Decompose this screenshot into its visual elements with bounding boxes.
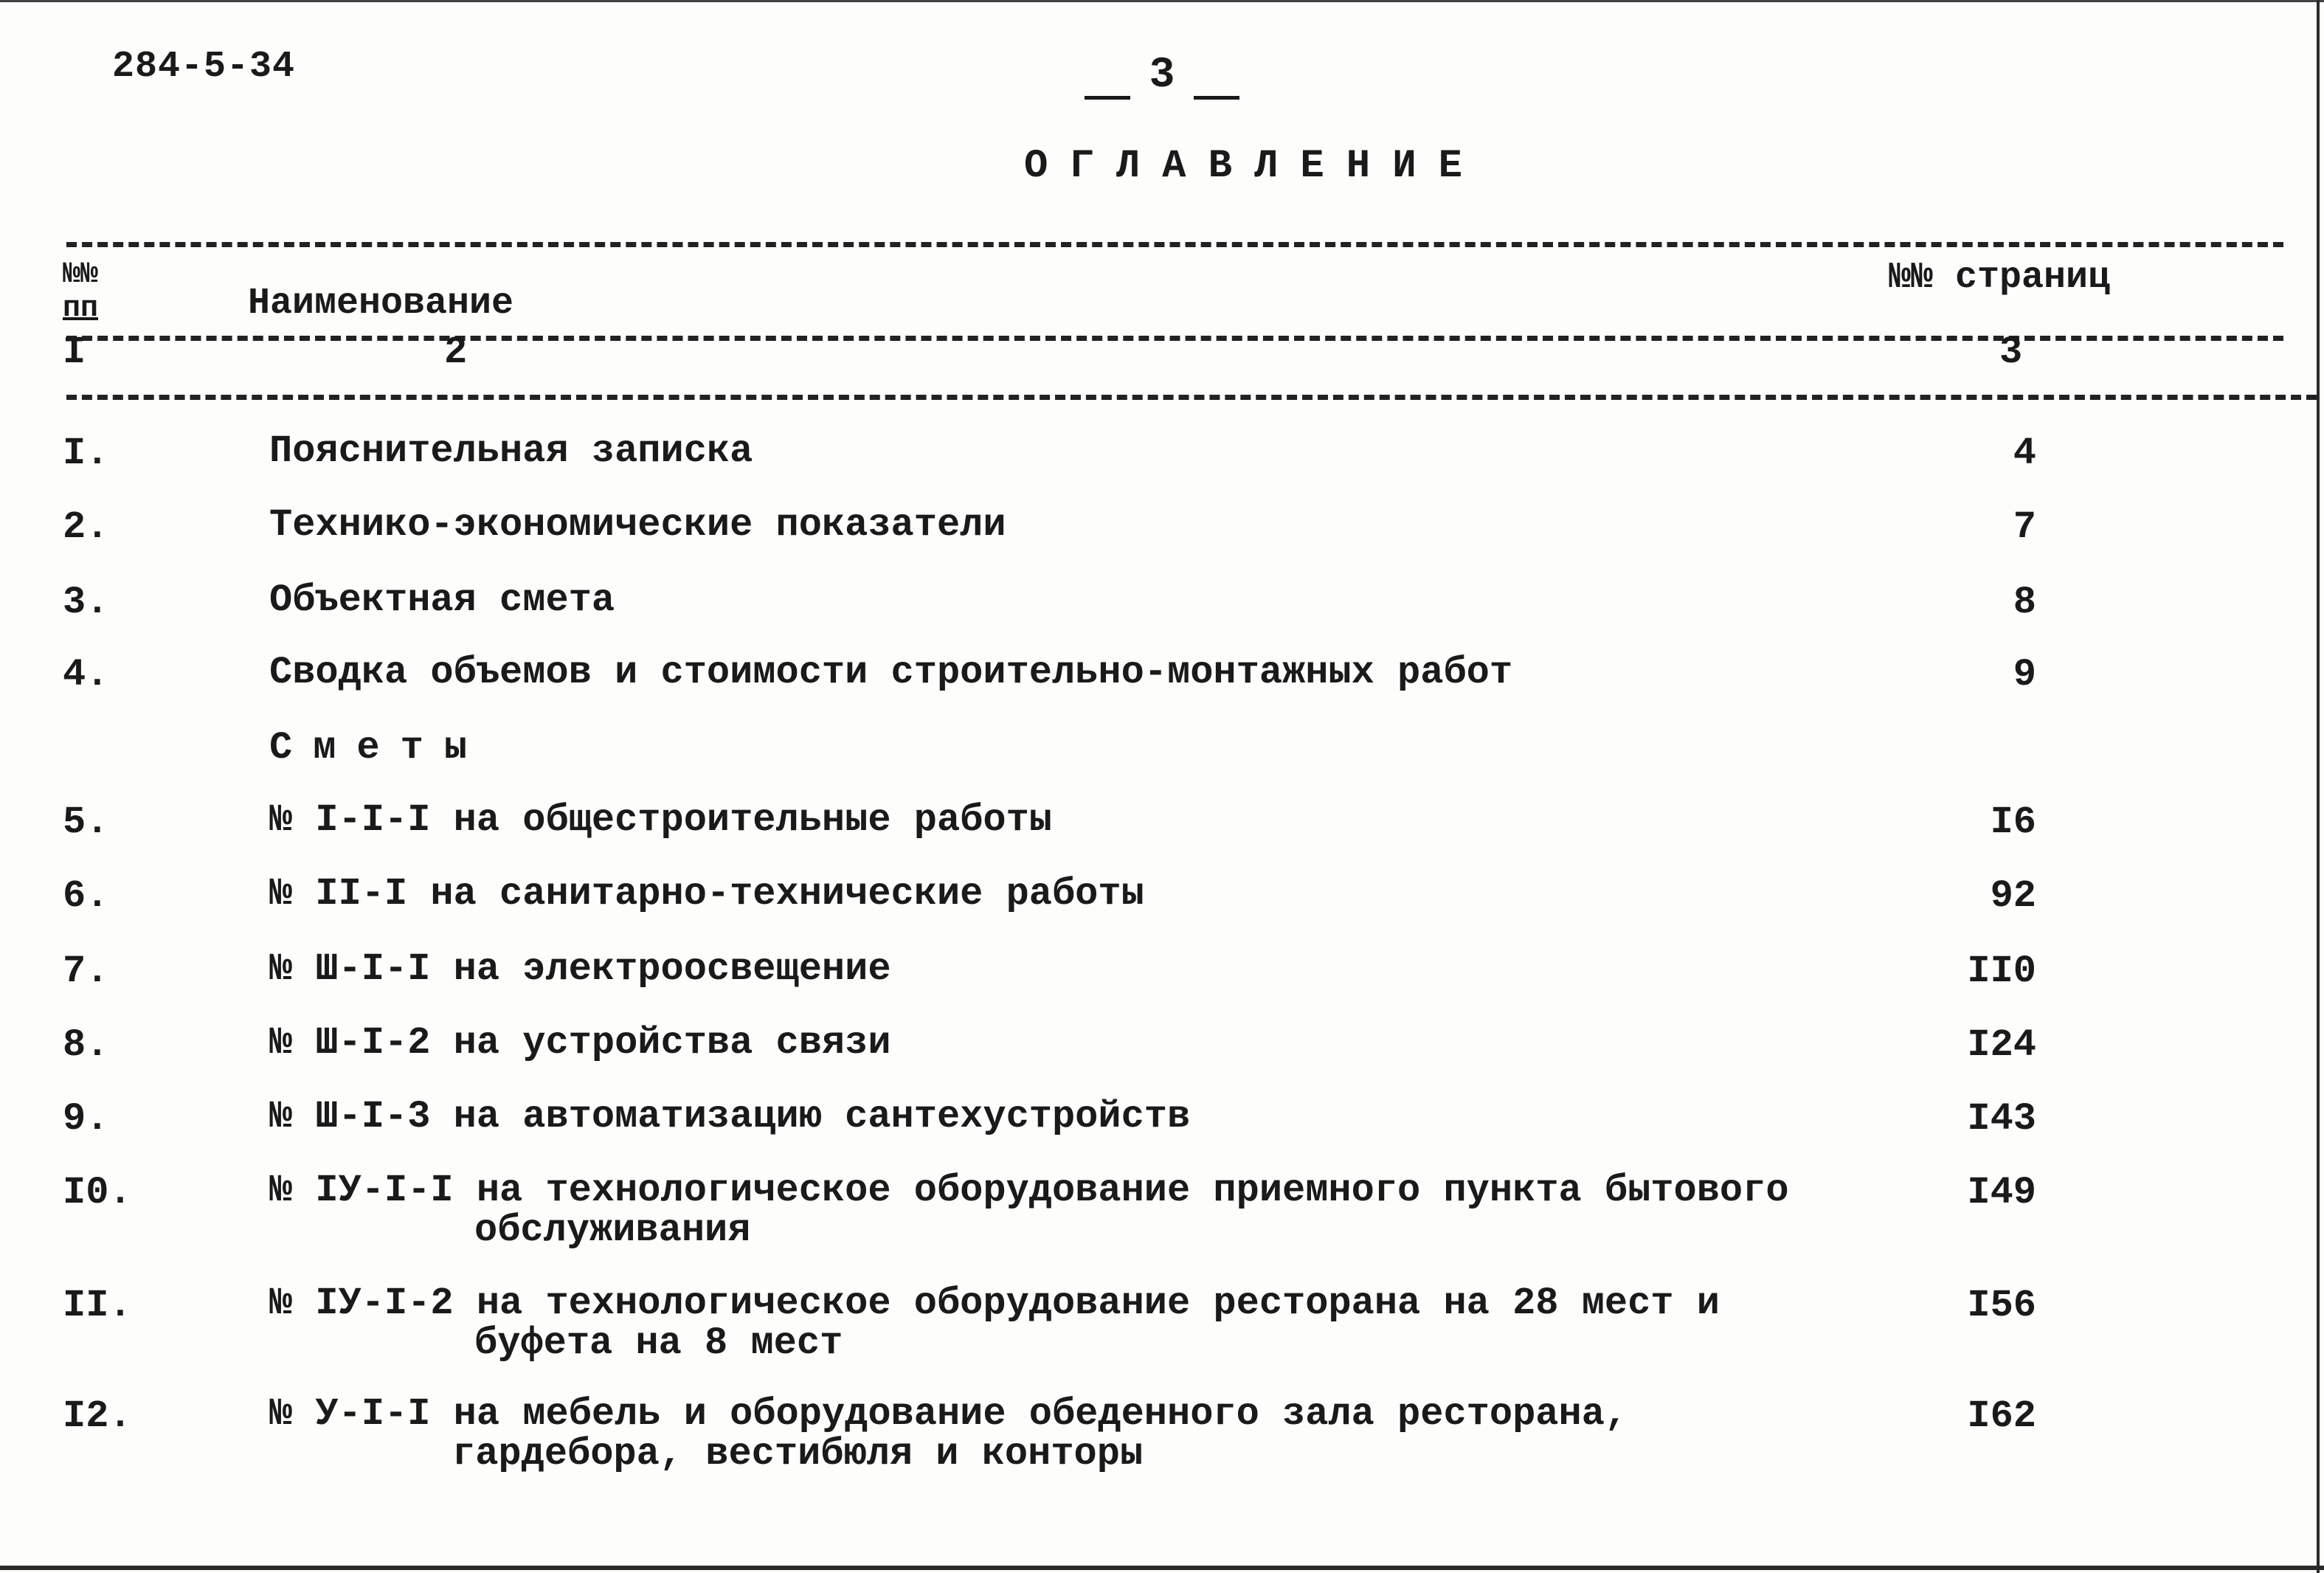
header-col-number: [63, 258, 98, 326]
row-page: 4: [2013, 432, 2036, 475]
row-title: [269, 1394, 1628, 1474]
page-title: ОГЛАВЛЕНИЕ: [1023, 144, 1485, 189]
row-number: 4.: [63, 653, 109, 696]
dashed-rule-bottom: [66, 395, 2317, 400]
row-title: № Ш-I-3 на автоматизацию сантехустройств: [269, 1095, 1191, 1138]
row-title: Сводка объемов и стоимости строительно-монтажных работ: [269, 651, 1513, 694]
page-border-top: [0, 0, 2324, 2]
row-title: Объектная смета: [269, 578, 615, 622]
row-title-line1: № IУ-I-2 на технологическое оборудование ресторана на 28 мест и: [269, 1282, 1720, 1325]
page-number-value: 3: [1149, 52, 1175, 100]
row-number: 2.: [63, 505, 109, 549]
row-page: I56: [1967, 1284, 2036, 1327]
page-border-right: [2317, 0, 2320, 1573]
document-code: 284-5-34: [112, 46, 296, 88]
row-page: 8: [2013, 581, 2036, 624]
row-page: I43: [1967, 1097, 2036, 1141]
row-page: 9: [2013, 653, 2036, 696]
row-page: II0: [1967, 950, 2036, 993]
dash-left: [1085, 96, 1130, 100]
row-title: [269, 1284, 1720, 1363]
row-number: II.: [63, 1284, 132, 1327]
row-title-line1: № IУ-I-I на технологическое оборудование приемного пункта бытового: [269, 1169, 1789, 1212]
row-number: 3.: [63, 581, 109, 624]
column-index-3: 3: [1999, 331, 2023, 374]
row-number: I2.: [63, 1394, 132, 1438]
row-title: № Ш-I-I на электроосвещение: [269, 947, 891, 991]
header-col-name: Наименование: [248, 283, 514, 325]
row-number: 6.: [63, 874, 109, 918]
row-title: Пояснительная записка: [269, 429, 753, 473]
dash-right: [1194, 96, 1239, 100]
row-number: 5.: [63, 801, 109, 844]
page-number: [1062, 52, 1262, 100]
row-title-line1: № У-I-I на мебель и оборудование обеденного зала ресторана,: [269, 1392, 1628, 1436]
header-col-number-line1: №№: [63, 258, 99, 291]
header-col-number-line2: пп: [63, 292, 99, 325]
row-page: 7: [2013, 505, 2036, 549]
row-number: 7.: [63, 950, 109, 993]
row-title: [269, 1171, 1789, 1251]
dashed-rule-top: [66, 242, 2283, 247]
row-page: I6: [1990, 801, 2036, 844]
row-number: 9.: [63, 1097, 109, 1141]
row-number: I0.: [63, 1171, 132, 1214]
row-title-line2: обслуживания: [474, 1209, 751, 1252]
row-page: 92: [1990, 874, 2036, 918]
row-title: Технико-экономические показатели: [269, 503, 1006, 547]
column-index-1: I: [63, 331, 86, 374]
row-title-line2: буфета на 8 мест: [474, 1321, 843, 1365]
row-page: I24: [1967, 1023, 2036, 1067]
page-border-bottom: [0, 1566, 2324, 1570]
column-index-2: 2: [444, 331, 468, 374]
row-title: № I-I-I на общестроительные работы: [269, 798, 1052, 842]
subheading-estimates: Сметы: [269, 726, 488, 770]
row-number: I.: [63, 432, 109, 475]
row-title: № II-I на санитарно-технические работы: [269, 872, 1144, 916]
dashed-rule-middle: [66, 336, 2283, 341]
row-number: 8.: [63, 1023, 109, 1067]
row-page: I62: [1967, 1394, 2036, 1438]
row-title-line2: гардебора, вестибюля и конторы: [452, 1432, 1144, 1476]
row-title: № Ш-I-2 на устройства связи: [269, 1021, 891, 1065]
row-page: I49: [1967, 1171, 2036, 1214]
header-col-pages: №№ страниц: [1889, 257, 2111, 299]
